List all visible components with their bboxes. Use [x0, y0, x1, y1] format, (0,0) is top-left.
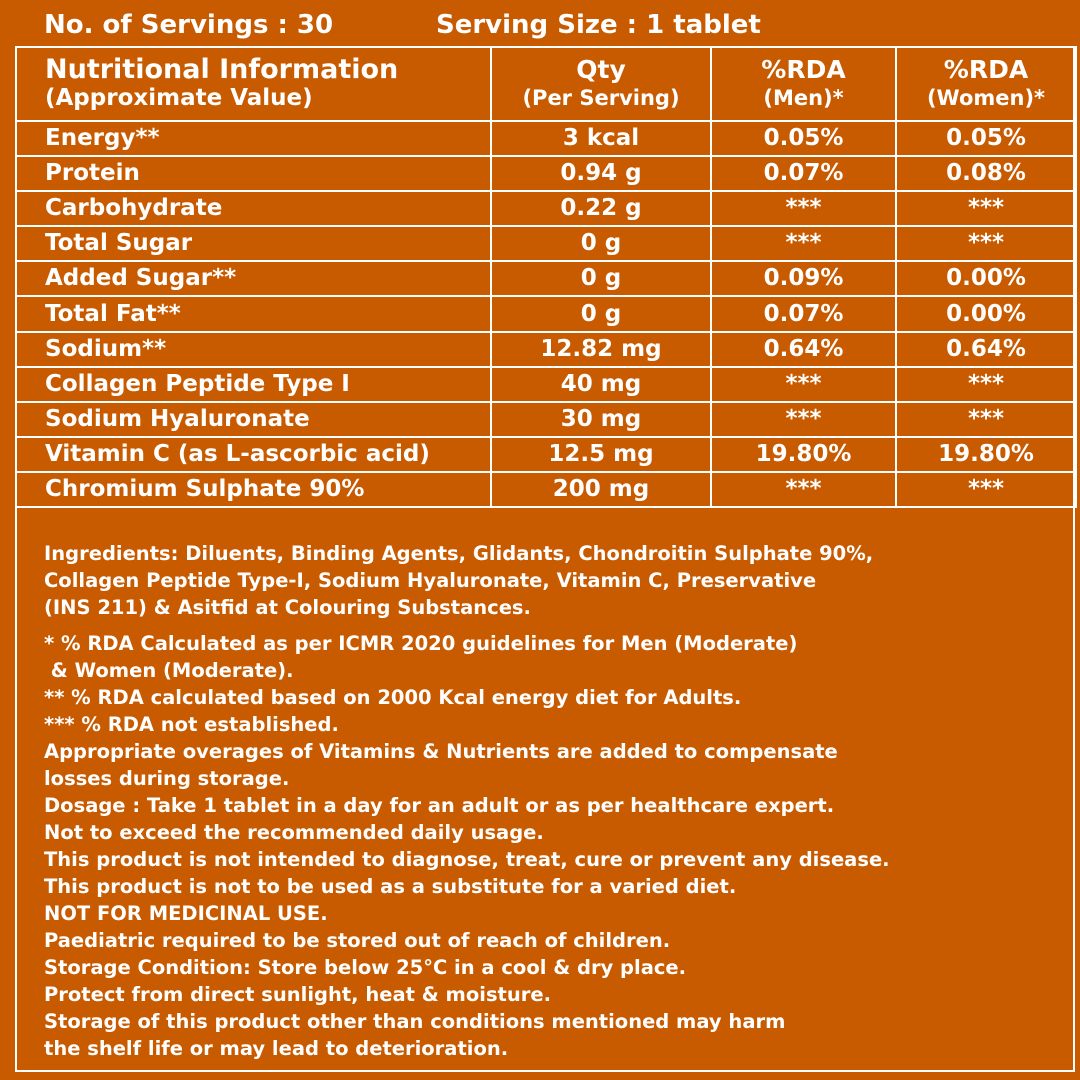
nutrient-rda-women: ***: [896, 191, 1076, 226]
table-row: [16, 226, 1076, 261]
nutrient-rda-women: 0.08%: [896, 156, 1076, 191]
protect-text: Protect from direct sunlight, heat & moisture.: [44, 983, 552, 1006]
nutrient-qty: 0.94 g: [491, 156, 711, 191]
not-substitute-text: This product is not to be used as a substitute for a varied diet.: [44, 875, 737, 898]
nutrient-rda-women: 0.64%: [896, 332, 1076, 367]
serving-info: [44, 6, 1044, 46]
nutrient-qty: 3 kcal: [491, 121, 711, 156]
ingredients-block: [44, 540, 1044, 621]
nutrient-qty: 200 mg: [491, 472, 711, 507]
nutrient-rda-men: 0.09%: [711, 261, 896, 296]
nutrient-rda-men: ***: [711, 402, 896, 437]
header-nutritional-information: [16, 47, 491, 121]
storage-condition-text: Storage Condition: Store below 25°C in a cool & dry place.: [44, 956, 687, 979]
nutrient-qty: 12.5 mg: [491, 437, 711, 472]
nutrient-name: Energy**: [16, 121, 491, 156]
nutrient-qty: 0.22 g: [491, 191, 711, 226]
ingredients-line: Collagen Peptide Type-I, Sodium Hyaluronate, Vitamin C, Preservative: [44, 569, 817, 592]
nutrient-qty: 0 g: [491, 226, 711, 261]
nutrient-rda-men: ***: [711, 472, 896, 507]
footnote-rda-energy: ** % RDA calculated based on 2000 Kcal energy diet for Adults.: [44, 686, 742, 709]
table-row: [16, 332, 1076, 367]
servings-count: No. of Servings : 30: [44, 10, 334, 40]
nutrient-name: Sodium Hyaluronate: [16, 402, 491, 437]
nutrient-name: Carbohydrate: [16, 191, 491, 226]
ingredients-line: (INS 211) & Asitfid at Colouring Substances.: [44, 596, 531, 619]
header-rda-women: [896, 47, 1076, 121]
overages-line: losses during storage.: [44, 767, 290, 790]
storage-warning-line: the shelf life or may lead to deterioration.: [44, 1037, 509, 1060]
nutrient-rda-men: 0.07%: [711, 156, 896, 191]
nutrient-qty: 40 mg: [491, 367, 711, 402]
table-row: [16, 156, 1076, 191]
nutrient-name: Chromium Sulphate 90%: [16, 472, 491, 507]
table-row: [16, 261, 1076, 296]
table-row: [16, 191, 1076, 226]
header-name-main: Nutritional Information: [45, 54, 399, 85]
nutrient-qty: 30 mg: [491, 402, 711, 437]
not-exceed-text: Not to exceed the recommended daily usage.: [44, 821, 544, 844]
nutrient-rda-women: 19.80%: [896, 437, 1076, 472]
nutrient-rda-men: ***: [711, 367, 896, 402]
nutrient-rda-men: ***: [711, 191, 896, 226]
nutrient-name: Total Sugar: [16, 226, 491, 261]
storage-warning-line: Storage of this product other than conditions mentioned may harm: [44, 1010, 786, 1033]
footnote-rda-icmr: [44, 630, 1044, 684]
overages-line: Appropriate overages of Vitamins & Nutrients are added to compensate: [44, 740, 838, 763]
nutrient-qty: 0 g: [491, 261, 711, 296]
nutrient-name: Collagen Peptide Type I: [16, 367, 491, 402]
table-row: [16, 121, 1076, 156]
header-rda-men: [711, 47, 896, 121]
header-qty: [491, 47, 711, 121]
table-header-row: [16, 47, 1076, 121]
table-row: [16, 437, 1076, 472]
nutrient-name: Protein: [16, 156, 491, 191]
nutrient-rda-women: ***: [896, 402, 1076, 437]
header-rda-men-sub: (Men)*: [763, 86, 844, 110]
nutrient-rda-women: 0.00%: [896, 261, 1076, 296]
footnote-line: * % RDA Calculated as per ICMR 2020 guidelines for Men (Moderate): [44, 632, 798, 655]
header-rda-men-main: %RDA: [761, 55, 846, 84]
nutrient-rda-women: ***: [896, 472, 1076, 507]
nutrient-rda-women: ***: [896, 226, 1076, 261]
table-row: [16, 402, 1076, 437]
table-row: [16, 296, 1076, 331]
dosage-text: Dosage : Take 1 tablet in a day for an adult or as per healthcare expert.: [44, 794, 835, 817]
nutrient-name: Sodium**: [16, 332, 491, 367]
not-intended-text: This product is not intended to diagnose, treat, cure or prevent any disease.: [44, 848, 890, 871]
footnote-rda-not-established: *** % RDA not established.: [44, 713, 339, 736]
header-name-sub: (Approximate Value): [45, 85, 313, 111]
nutrient-rda-women: ***: [896, 367, 1076, 402]
ingredients-line: Ingredients: Diluents, Binding Agents, Glidants, Chondroitin Sulphate 90%,: [44, 542, 874, 565]
not-medicinal-text: NOT FOR MEDICINAL USE.: [44, 902, 328, 925]
nutrient-name: Added Sugar**: [16, 261, 491, 296]
table-row: [16, 472, 1076, 507]
nutrient-rda-men: 19.80%: [711, 437, 896, 472]
nutrition-table: [15, 46, 1077, 508]
nutrient-name: Total Fat**: [16, 296, 491, 331]
nutrient-name: Vitamin C (as L-ascorbic acid): [16, 437, 491, 472]
nutrient-rda-men: 0.07%: [711, 296, 896, 331]
header-qty-sub: (Per Serving): [522, 86, 680, 110]
serving-size: Serving Size : 1 tablet: [436, 10, 761, 40]
header-rda-women-main: %RDA: [943, 55, 1029, 84]
nutrient-rda-women: 0.05%: [896, 121, 1076, 156]
header-rda-women-sub: (Women)*: [926, 86, 1046, 110]
nutrient-rda-men: ***: [711, 226, 896, 261]
nutrient-rda-women: 0.00%: [896, 296, 1076, 331]
footnote-line: & Women (Moderate).: [44, 659, 294, 682]
paediatric-text: Paediatric required to be stored out of reach of children.: [44, 929, 671, 952]
label-notes: [44, 540, 1044, 1062]
header-qty-main: Qty: [576, 55, 626, 84]
nutrient-qty: 0 g: [491, 296, 711, 331]
nutrient-rda-men: 0.64%: [711, 332, 896, 367]
nutrient-rda-men: 0.05%: [711, 121, 896, 156]
nutrient-qty: 12.82 mg: [491, 332, 711, 367]
table-row: [16, 367, 1076, 402]
